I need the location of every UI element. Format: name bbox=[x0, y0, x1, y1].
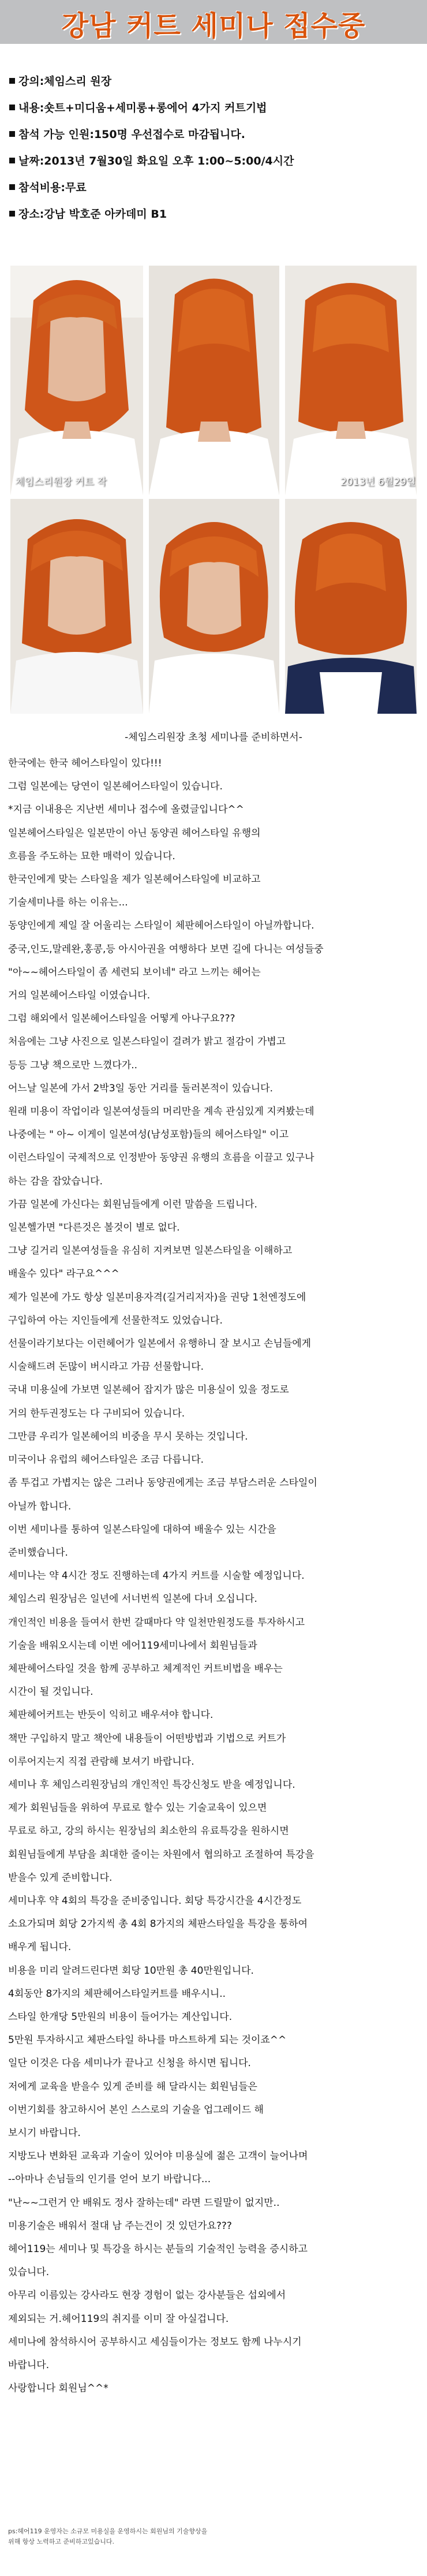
article-line: 어느날 일본에 가서 2박3일 동안 거리를 둘러본적이 있습니다. bbox=[8, 1082, 273, 1094]
article-line: 선물이라기보다는 이런헤어가 일본에서 유행하니 잘 보시고 손님들에게 bbox=[8, 1338, 312, 1350]
article-line: 스타일 한개당 5만원의 비용이 들어가는 계산입니다. bbox=[8, 2011, 233, 2023]
article-line: 보시기 바랍니다. bbox=[8, 2127, 81, 2139]
article-line: 소요가되며 회당 2가지씩 총 4회 8가지의 체판스타일을 특강을 통하여 bbox=[8, 1918, 308, 1930]
haircut-photo-2 bbox=[149, 266, 279, 495]
article-line: 일단 이것은 다음 세미나가 끝나고 신청을 하시면 됩니다. bbox=[8, 2057, 251, 2070]
article-line: 세미나에 참석하시어 공부하시고 세심들이가는 정보도 함께 나누시기 bbox=[8, 2336, 302, 2348]
article-line: 이루어지는지 직접 관람해 보셔기 바랍니다. bbox=[8, 1755, 194, 1768]
article-line: 처음에는 그냥 사진으로 일본스타일이 걸려가 밝고 절감이 가볍고 bbox=[8, 1036, 286, 1048]
square-bullet-icon bbox=[9, 184, 15, 190]
article-line: 4회동안 8가지의 체판헤어스타일커트를 배우시니.. bbox=[8, 1988, 226, 2000]
article-line: 체판헤어스타일 것을 함께 공부하고 체계적인 커트비법을 배우는 bbox=[8, 1662, 283, 1675]
article-line: 제가 일본에 가도 항상 일본미용자격(길거리저자)을 권당 1천엔정도에 bbox=[8, 1291, 306, 1303]
article-line: 가끔 일본에 가신다는 회원님들에게 이런 말씀을 드립니다. bbox=[8, 1198, 257, 1210]
haircut-photo-5 bbox=[149, 499, 279, 714]
article-line: 제가 회원님들을 위하여 무료로 할수 있는 기술교육이 있으면 bbox=[8, 1802, 267, 1814]
article-line: 체판헤어커트는 반듯이 익히고 배우셔야 합니다. bbox=[8, 1709, 214, 1721]
article-line: 비용을 미리 알려드린다면 회당 10만원 총 40만원입니다. bbox=[8, 1964, 254, 1977]
article-line: 시간이 될 것입니다. bbox=[8, 1686, 93, 1698]
haircut-photo-3 bbox=[285, 266, 417, 495]
article-line: 사랑합니다 회원님^^* bbox=[8, 2383, 108, 2395]
article-line: 국내 미용실에 가보면 일본헤어 잡지가 많은 미용실이 있을 정도로 bbox=[8, 1384, 289, 1396]
article-line: 그럼 해외에서 일본헤어스타일을 어떻게 아나구요??? bbox=[8, 1013, 235, 1025]
article-line: "난~~그런거 안 배워도 정사 잘하는데" 라면 드릴말이 없지만.. bbox=[8, 2197, 280, 2209]
page-title: 강남 커트 세미나 접수중 bbox=[61, 10, 366, 42]
haircut-photo-1 bbox=[10, 266, 143, 495]
seminar-info bbox=[9, 68, 418, 228]
photo-caption: 체임스리원장 커트 작 bbox=[15, 476, 107, 488]
article-line: 일본헬가면 "다른것은 볼것이 별로 없다. bbox=[8, 1222, 180, 1234]
photo-caption-date: 2013년 6월29일 bbox=[340, 476, 416, 488]
article-line: 세미나는 약 4시간 정도 진행하는데 4가지 커트를 시술할 예정입니다. bbox=[8, 1570, 305, 1582]
article-line: 세미나후 약 4회의 특강을 준비중입니다. 회당 특강시간을 4시간정도 bbox=[8, 1895, 302, 1907]
article-line: 준비했습니다. bbox=[8, 1546, 68, 1559]
square-bullet-icon bbox=[9, 78, 15, 84]
article-line: --아마나 손님들의 인기를 얻어 보기 바랍니다... bbox=[8, 2174, 211, 2186]
info-row-instructor: 강의:체임스리 원장 bbox=[9, 68, 418, 95]
article-line: 기술세미나를 하는 이유는... bbox=[8, 897, 128, 909]
article-line: 아무리 이름있는 강사라도 현장 경험이 없는 강사분들은 섭외에서 bbox=[8, 2290, 286, 2302]
square-bullet-icon bbox=[9, 211, 15, 217]
haircut-photo-4 bbox=[10, 499, 143, 714]
article-line: 저에게 교육을 받을수 있게 준비를 해 달라시는 회원님들은 bbox=[8, 2081, 257, 2093]
article-line: 헤어119는 세미나 및 특강을 하시는 분들의 기술적인 능력을 증시하고 bbox=[8, 2243, 308, 2255]
article-line: 한국인에게 맞는 스타일을 제가 일본헤어스타일에 비교하고 bbox=[8, 874, 261, 886]
article-line: 이번 세미나를 통하여 일본스타일에 대하여 배울수 있는 시간을 bbox=[8, 1523, 276, 1535]
article-line: 받을수 있게 준비합니다. bbox=[8, 1872, 113, 1884]
square-bullet-icon bbox=[9, 158, 15, 163]
article-line: 한국에는 한국 헤어스타일이 있다!!! bbox=[8, 758, 162, 769]
info-row-location: 장소:강남 박호준 아카데미 B1 bbox=[9, 201, 418, 228]
article-line: "아~~헤어스타일이 좀 세련되 보이네" 라고 느끼는 헤어는 bbox=[8, 966, 261, 978]
article-line: 시술해드려 돈많이 버시라고 가끔 선물합니다. bbox=[8, 1361, 204, 1373]
article-line: 책만 구입하지 말고 책안에 내용들이 어떤방법과 기법으로 커트가 bbox=[8, 1732, 286, 1744]
article-line: 있습니다. bbox=[8, 2266, 50, 2279]
footnote-line: 위해 항상 노력하고 준비하고있습니다. bbox=[8, 2538, 115, 2545]
article-line: 회원님들에게 부담을 최대한 줄이는 차원에서 협의하고 조절하여 특강을 bbox=[8, 1848, 314, 1861]
info-row-capacity: 참석 가능 인원:150명 우선접수로 마감됩니다. bbox=[9, 121, 418, 148]
article-line: 체임스리 원장님은 일년에 서너번씩 일본에 다녀 오십니다. bbox=[8, 1593, 257, 1605]
title-banner bbox=[0, 0, 427, 44]
article-line: 흐름을 주도하는 묘한 매력이 있습니다. bbox=[8, 850, 175, 862]
article-line: 등등 그냥 책으로만 느꼈다가.. bbox=[8, 1059, 138, 1071]
photo-grid-caption: -체임스리원장 초청 세미나를 준비하면서- bbox=[125, 732, 302, 743]
article-line: 좀 투겁고 가볍지는 않은 그러나 동양권에게는 조금 부담스러운 스타일이 bbox=[8, 1477, 317, 1489]
info-row-content: 내용:숏트+미디움+세미롱+롱에어 4가지 커트기법 bbox=[9, 95, 418, 121]
article-line: 그럼 일본에는 당연이 일본헤어스타일이 있습니다. bbox=[8, 781, 223, 793]
article-line: 동양인에게 제일 잘 어울리는 스타일이 체판헤어스타일이 아닐까합니다. bbox=[8, 920, 314, 932]
article-line: 배우게 됩니다. bbox=[8, 1941, 72, 1954]
article-line: 이런스타일이 국제적으로 인정받아 동양권 유행의 흐름을 이끌고 있구나 bbox=[8, 1152, 314, 1164]
article-line: 미용기술은 배워서 절대 남 주는건이 것 있던가요??? bbox=[8, 2220, 232, 2232]
square-bullet-icon bbox=[9, 105, 15, 110]
article-line: 무료로 하고, 강의 하시는 원장님의 최소한의 유료특강을 원하시면 bbox=[8, 1825, 289, 1837]
footnote bbox=[8, 2526, 419, 2547]
article-line: 미국이나 유럽의 헤어스타일은 조금 다릅니다. bbox=[8, 1454, 204, 1466]
info-row-date: 날짜:2013년 7월30일 화요일 오후 1:00~5:00/4시간 bbox=[9, 148, 418, 174]
article-line: 이번기회를 참고하시어 본인 스스로의 기술을 업그레이드 해 bbox=[8, 2104, 264, 2116]
article-line: 제외되는 거.헤어119의 취지를 이미 잘 아실겁니다. bbox=[8, 2313, 229, 2325]
haircut-photo-6 bbox=[285, 499, 417, 714]
info-row-fee: 참석비용:무료 bbox=[9, 174, 418, 201]
footnote-line: ps:헤어119 운영자는 소규모 미용실을 운영하시는 회원님의 기술향상을 bbox=[8, 2527, 208, 2535]
article-line: 그냥 길거리 일본여성들을 유심히 지켜보면 일본스타일을 이해하고 bbox=[8, 1245, 293, 1257]
article-line: 원래 미용이 작업이라 일본여성들의 머리만을 계속 관심있게 지켜봤는데 bbox=[8, 1106, 314, 1118]
article-line: 그만큼 우리가 일본헤어의 비중을 무시 못하는 것입니다. bbox=[8, 1430, 248, 1442]
article-line: 나중에는 " 아~ 이게이 일본여성(남성포함)들의 헤어스타일" 이고 bbox=[8, 1129, 289, 1141]
article-line: 기술을 배워오시는데 이번 에어119세미나에서 회원님들과 bbox=[8, 1639, 257, 1652]
article-line: 거의 일본헤어스타일 이였습니다. bbox=[8, 990, 151, 1002]
article-body bbox=[8, 752, 419, 2400]
article-line: 바랍니다. bbox=[8, 2359, 50, 2372]
square-bullet-icon bbox=[9, 131, 15, 137]
article-line: 지방도나 변화된 교육과 기술이 있어야 미용실에 젊은 고객이 늘어나며 bbox=[8, 2150, 308, 2163]
article-line: 구입하여 아는 지인들에게 선물한적도 있었습니다. bbox=[8, 1314, 223, 1326]
article-line: 아닐까 합니다. bbox=[8, 1500, 72, 1512]
article-line: 일본헤어스타일은 일본만이 아닌 동양권 헤어스타일 유행의 bbox=[8, 827, 261, 839]
article-line: 5만원 투자하시고 체판스타일 하나를 마스트하게 되는 것이죠^^ bbox=[8, 2034, 287, 2046]
haircut-photo-grid bbox=[0, 266, 427, 722]
article-line: 개인적인 비용을 들여서 한번 갈때마다 약 일천만원정도를 투자하시고 bbox=[8, 1616, 305, 1628]
article-line: 하는 감을 잡았습니다. bbox=[8, 1175, 103, 1187]
article-line: 세미나 후 체임스리원장님의 개인적인 특강신청도 받을 예정입니다. bbox=[8, 1779, 295, 1791]
article-line: 배울수 있다" 라구요^^^ bbox=[8, 1268, 119, 1280]
article-line: *지금 이내용은 지난번 세미나 접수에 올렸글입니다^^ bbox=[8, 804, 244, 816]
article-line: 중국,인도,말레완,홍콩,등 아시아권을 여행하다 보면 길에 다니는 여성들중 bbox=[8, 943, 324, 955]
article-line: 거의 한두권정도는 다 구비되어 있습니다. bbox=[8, 1407, 185, 1419]
